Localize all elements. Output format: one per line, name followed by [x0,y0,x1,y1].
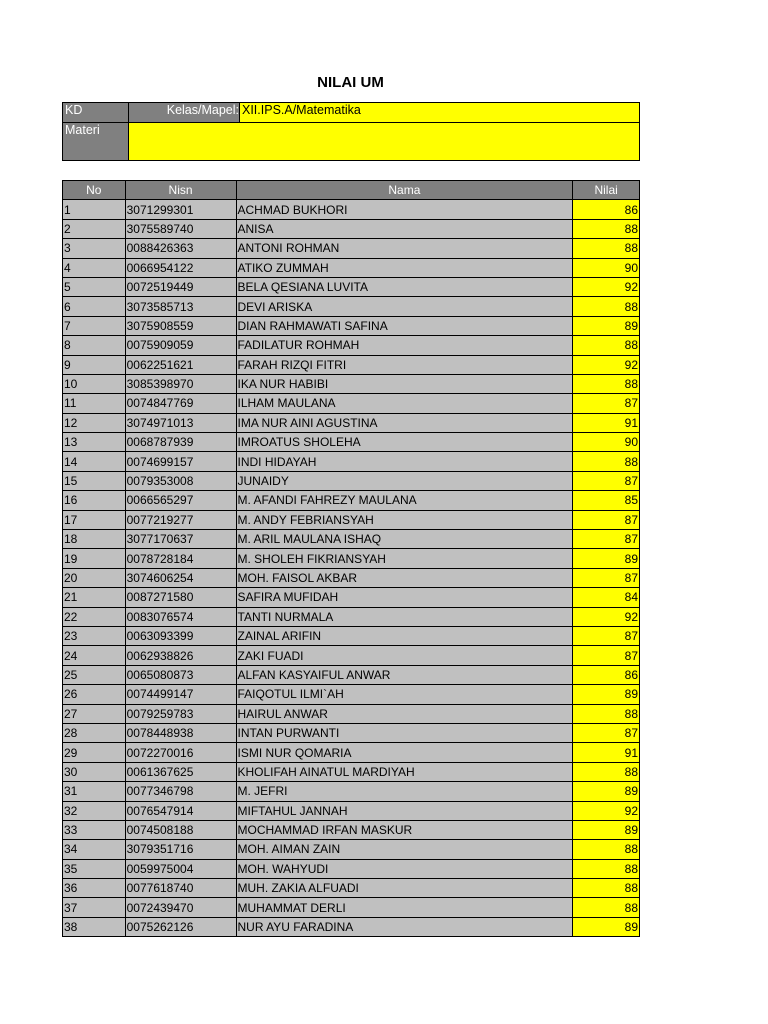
cell-no[interactable]: 9 [63,355,126,374]
table-row [63,219,640,238]
cell-no[interactable]: 22 [63,607,126,626]
cell-nisn[interactable]: 0061367625 [125,762,236,781]
cell-no[interactable]: 4 [63,258,126,277]
cell-nilai[interactable]: 92 [573,801,640,820]
kelas-label: Kelas/Mapel: [129,103,240,123]
cell-no[interactable]: 3 [63,239,126,258]
table-row [63,685,640,704]
cell-nisn[interactable]: 0065080873 [125,665,236,684]
cell-no[interactable]: 34 [63,840,126,859]
table-row [63,491,640,510]
cell-nisn[interactable]: 0074847769 [125,394,236,413]
cell-nisn[interactable]: 0074508188 [125,820,236,839]
materi-value[interactable] [129,123,640,161]
cell-nama[interactable]: ZAKI FUADI [236,646,573,665]
cell-nama[interactable]: MOH. WAHYUDI [236,859,573,878]
cell-no[interactable]: 15 [63,471,126,490]
cell-nama[interactable]: ZAINAL ARIFIN [236,626,573,645]
cell-nilai[interactable]: 84 [573,588,640,607]
cell-nama[interactable]: NUR AYU FARADINA [236,917,573,936]
cell-nisn[interactable]: 0078448938 [125,723,236,742]
cell-nama[interactable]: JUNAIDY [236,471,573,490]
table-row [63,277,640,296]
cell-no[interactable]: 38 [63,917,126,936]
cell-nisn[interactable]: 0077219277 [125,510,236,529]
cell-nama[interactable]: M. ARIL MAULANA ISHAQ [236,530,573,549]
cell-no[interactable]: 1 [63,200,126,219]
cell-no[interactable]: 21 [63,588,126,607]
cell-no[interactable]: 7 [63,316,126,335]
cell-nilai[interactable]: 88 [573,452,640,471]
cell-nisn[interactable]: 0077346798 [125,782,236,801]
cell-nama[interactable]: SAFIRA MUFIDAH [236,588,573,607]
cell-nilai[interactable]: 92 [573,355,640,374]
table-row [63,239,640,258]
cell-nisn[interactable]: 3085398970 [125,374,236,393]
table-row [63,471,640,490]
cell-nilai[interactable]: 88 [573,336,640,355]
table-row [63,801,640,820]
cell-nisn[interactable]: 0077618740 [125,879,236,898]
table-row [63,316,640,335]
cell-nisn[interactable]: 3073585713 [125,297,236,316]
cell-nilai[interactable]: 88 [573,219,640,238]
cell-nilai[interactable]: 89 [573,316,640,335]
cell-nisn[interactable]: 0066565297 [125,491,236,510]
cell-nisn[interactable]: 3071299301 [125,200,236,219]
cell-nilai[interactable]: 87 [573,471,640,490]
cell-nisn[interactable]: 0075262126 [125,917,236,936]
cell-nisn[interactable]: 0087271580 [125,588,236,607]
cell-nama[interactable]: DIAN RAHMAWATI SAFINA [236,316,573,335]
kd-label: KD [63,103,129,123]
materi-label: Materi [63,123,129,161]
cell-nilai[interactable]: 86 [573,200,640,219]
cell-nama[interactable]: INDI HIDAYAH [236,452,573,471]
cell-nama[interactable]: IMROATUS SHOLEHA [236,433,573,452]
cell-no[interactable]: 25 [63,665,126,684]
cell-nilai[interactable]: 89 [573,917,640,936]
cell-nilai[interactable]: 87 [573,626,640,645]
info-row-materi [63,123,640,161]
cell-no[interactable]: 8 [63,336,126,355]
cell-nilai[interactable]: 87 [573,530,640,549]
table-row [63,530,640,549]
table-row [63,588,640,607]
cell-nisn[interactable]: 0078728184 [125,549,236,568]
cell-nilai[interactable]: 87 [573,646,640,665]
cell-no[interactable]: 10 [63,374,126,393]
info-table [62,102,640,161]
cell-nilai[interactable]: 89 [573,685,640,704]
page-title: NILAI UM [317,74,384,91]
table-row [63,413,640,432]
cell-nilai[interactable]: 90 [573,258,640,277]
cell-nilai[interactable]: 87 [573,568,640,587]
table-row [63,859,640,878]
cell-nisn[interactable]: 0059975004 [125,859,236,878]
table-row [63,258,640,277]
header-nilai: Nilai [573,181,640,200]
cell-nama[interactable]: MOH. AIMAN ZAIN [236,840,573,859]
cell-nilai[interactable]: 89 [573,549,640,568]
cell-nilai[interactable]: 87 [573,394,640,413]
cell-nisn[interactable]: 0079259783 [125,704,236,723]
grades-table [62,180,640,937]
cell-nama[interactable]: ATIKO ZUMMAH [236,258,573,277]
table-row [63,820,640,839]
cell-nilai[interactable]: 87 [573,510,640,529]
kelas-value[interactable]: XII.IPS.A/Matematika [240,103,640,123]
table-row [63,374,640,393]
info-row-kd [63,103,640,123]
table-row [63,723,640,742]
cell-nama[interactable]: FARAH RIZQI FITRI [236,355,573,374]
cell-nisn[interactable]: 3074971013 [125,413,236,432]
cell-nama[interactable]: TANTI NURMALA [236,607,573,626]
cell-nama[interactable]: DEVI ARISKA [236,297,573,316]
table-row [63,782,640,801]
cell-nama[interactable]: FADILATUR ROHMAH [236,336,573,355]
cell-nama[interactable]: ACHMAD BUKHORI [236,200,573,219]
cell-nisn[interactable]: 3079351716 [125,840,236,859]
cell-no[interactable]: 32 [63,801,126,820]
cell-nilai[interactable]: 88 [573,762,640,781]
cell-nisn[interactable]: 0076547914 [125,801,236,820]
cell-nama[interactable]: KHOLIFAH AINATUL MARDIYAH [236,762,573,781]
table-row [63,743,640,762]
cell-nisn[interactable]: 0066954122 [125,258,236,277]
header-nisn: Nisn [125,181,236,200]
cell-nilai[interactable]: 86 [573,665,640,684]
table-row [63,568,640,587]
cell-nama[interactable]: MUH. ZAKIA ALFUADI [236,879,573,898]
cell-no[interactable]: 28 [63,723,126,742]
cell-no[interactable]: 37 [63,898,126,917]
cell-nilai[interactable]: 88 [573,859,640,878]
cell-no[interactable]: 26 [63,685,126,704]
table-row [63,898,640,917]
cell-nilai[interactable]: 92 [573,607,640,626]
cell-nisn[interactable]: 3075589740 [125,219,236,238]
cell-no[interactable]: 17 [63,510,126,529]
cell-no[interactable]: 35 [63,859,126,878]
cell-nama[interactable]: HAIRUL ANWAR [236,704,573,723]
table-row [63,549,640,568]
table-row [63,607,640,626]
cell-nama[interactable]: M. JEFRI [236,782,573,801]
cell-nilai[interactable]: 88 [573,840,640,859]
cell-nama[interactable]: ANTONI ROHMAN [236,239,573,258]
cell-no[interactable]: 29 [63,743,126,762]
cell-nama[interactable]: ISMI NUR QOMARIA [236,743,573,762]
cell-nisn[interactable]: 0068787939 [125,433,236,452]
cell-nilai[interactable]: 92 [573,277,640,296]
table-row [63,917,640,936]
cell-nilai[interactable]: 87 [573,723,640,742]
table-row [63,336,640,355]
cell-nama[interactable]: IKA NUR HABIBI [236,374,573,393]
cell-nisn[interactable]: 0062251621 [125,355,236,374]
cell-nama[interactable]: IMA NUR AINI AGUSTINA [236,413,573,432]
table-body [63,200,640,937]
cell-nama[interactable]: BELA QESIANA LUVITA [236,277,573,296]
cell-no[interactable]: 12 [63,413,126,432]
table-row [63,510,640,529]
cell-no[interactable]: 18 [63,530,126,549]
table-row [63,626,640,645]
cell-nilai[interactable]: 88 [573,239,640,258]
cell-nisn[interactable]: 0074499147 [125,685,236,704]
cell-nama[interactable]: ALFAN KASYAIFUL ANWAR [236,665,573,684]
cell-nilai[interactable]: 89 [573,820,640,839]
cell-nilai[interactable]: 88 [573,297,640,316]
header-no: No [63,181,126,200]
table-header-row [63,181,640,200]
table-row [63,394,640,413]
cell-nilai[interactable]: 89 [573,782,640,801]
cell-no[interactable]: 6 [63,297,126,316]
cell-nisn[interactable]: 0075909059 [125,336,236,355]
table-row [63,433,640,452]
cell-nilai[interactable]: 88 [573,898,640,917]
cell-no[interactable]: 27 [63,704,126,723]
table-row [63,704,640,723]
table-row [63,200,640,219]
table-row [63,840,640,859]
cell-nama[interactable]: INTAN PURWANTI [236,723,573,742]
header-nama: Nama [236,181,573,200]
cell-nilai[interactable]: 88 [573,704,640,723]
cell-nisn[interactable]: 3075908559 [125,316,236,335]
cell-nisn[interactable]: 0062938826 [125,646,236,665]
cell-no[interactable]: 20 [63,568,126,587]
cell-nilai[interactable]: 91 [573,743,640,762]
cell-nisn[interactable]: 3077170637 [125,530,236,549]
cell-nisn[interactable]: 0079353008 [125,471,236,490]
cell-nama[interactable]: MUHAMMAT DERLI [236,898,573,917]
cell-no[interactable]: 19 [63,549,126,568]
cell-no[interactable]: 5 [63,277,126,296]
cell-nama[interactable]: ANISA [236,219,573,238]
cell-nilai[interactable]: 88 [573,374,640,393]
cell-no[interactable]: 36 [63,879,126,898]
table-row [63,762,640,781]
table-row [63,646,640,665]
cell-nilai[interactable]: 85 [573,491,640,510]
table-row [63,879,640,898]
cell-nisn[interactable]: 0088426363 [125,239,236,258]
cell-nama[interactable]: FAIQOTUL ILMI`AH [236,685,573,704]
cell-nisn[interactable]: 0072519449 [125,277,236,296]
cell-nama[interactable]: MOH. FAISOL AKBAR [236,568,573,587]
table-row [63,297,640,316]
cell-nisn[interactable]: 3074606254 [125,568,236,587]
cell-no[interactable]: 33 [63,820,126,839]
cell-no[interactable]: 11 [63,394,126,413]
cell-nama[interactable]: ILHAM MAULANA [236,394,573,413]
cell-nilai[interactable]: 90 [573,433,640,452]
cell-nama[interactable]: MOCHAMMAD IRFAN MASKUR [236,820,573,839]
cell-no[interactable]: 31 [63,782,126,801]
table-row [63,452,640,471]
cell-nisn[interactable]: 0072439470 [125,898,236,917]
cell-nama[interactable]: M. SHOLEH FIKRIANSYAH [236,549,573,568]
cell-no[interactable]: 13 [63,433,126,452]
cell-nama[interactable]: M. AFANDI FAHREZY MAULANA [236,491,573,510]
cell-no[interactable]: 14 [63,452,126,471]
table-row [63,355,640,374]
cell-no[interactable]: 23 [63,626,126,645]
cell-nama[interactable]: M. ANDY FEBRIANSYAH [236,510,573,529]
cell-nilai[interactable]: 88 [573,879,640,898]
table-row [63,665,640,684]
cell-no[interactable]: 2 [63,219,126,238]
cell-nama[interactable]: MIFTAHUL JANNAH [236,801,573,820]
cell-nisn[interactable]: 0063093399 [125,626,236,645]
cell-nilai[interactable]: 91 [573,413,640,432]
cell-no[interactable]: 30 [63,762,126,781]
cell-no[interactable]: 24 [63,646,126,665]
cell-nisn[interactable]: 0083076574 [125,607,236,626]
cell-no[interactable]: 16 [63,491,126,510]
cell-nisn[interactable]: 0074699157 [125,452,236,471]
cell-nisn[interactable]: 0072270016 [125,743,236,762]
